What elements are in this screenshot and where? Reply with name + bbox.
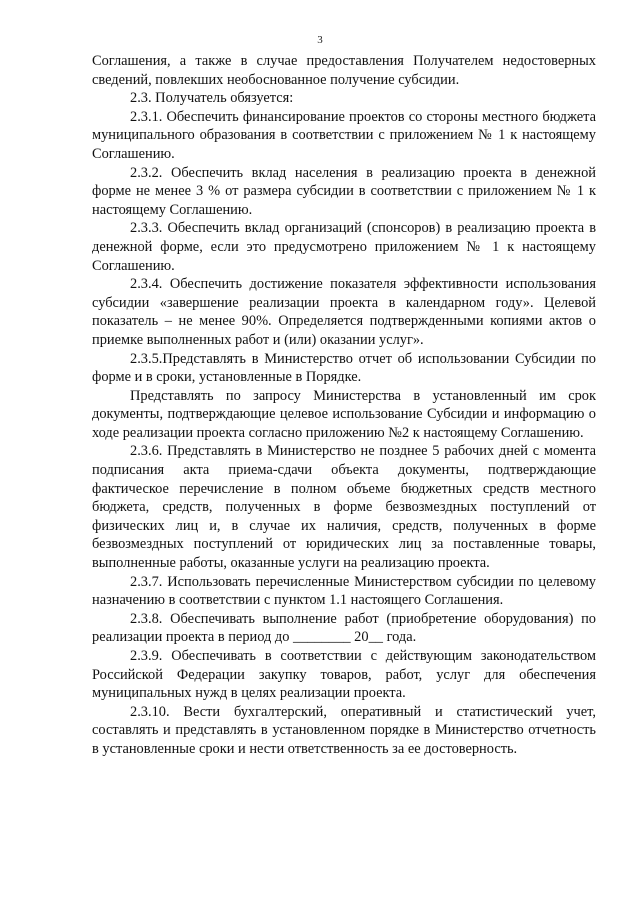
clause-2-3-7: 2.3.7. Использовать перечисленные Министерством субсидии по целевому назначению в соответствии с пунктом 1.1 настоящего Соглашения. <box>92 573 596 609</box>
clause-2-3-5: 2.3.5.Представлять в Министерство отчет об использовании Субсидии по форме и в сроки, установленные в Порядке. <box>92 350 596 386</box>
clause-2-3-2: 2.3.2. Обеспечить вклад населения в реализацию проекта в денежной форме не менее 3 % от размера субсидии в соответствии с приложением № 1 к настоящему Соглашению. <box>92 164 596 218</box>
clause-2-3-4: 2.3.4. Обеспечить достижение показателя эффективности использования субсидии «завершение реализации проекта в календарном году». Целевой показатель – не менее 90%. Определяется подтвержденными копиями актов о приемке выполненных работ и (или) оказании услуг». <box>92 276 596 348</box>
clause-2-3-3: 2.3.3. Обеспечить вклад организаций (спонсоров) в реализацию проекта в денежной форме, если это предусмотрено приложением № 1 к настоящему Соглашению. <box>92 220 596 274</box>
clause-2-3-1: 2.3.1. Обеспечить финансирование проектов со стороны местного бюджета муниципального образования в соответствии с приложением № 1 к настоящему Соглашению. <box>92 108 596 162</box>
clause-2-3-5-request: Представлять по запросу Министерства в установленный им срок документы, подтверждающие целевое использование Субсидии и информацию о ходе реализации проекта согласно приложению №2 к настоящему Соглашению. <box>92 387 596 441</box>
paragraph-continuation: Соглашения, а также в случае предоставления Получателем недостоверных сведений, повлекших необоснованное получение субсидии. <box>92 53 596 88</box>
clause-2-3-10: 2.3.10. Вести бухгалтерский, оперативный и статистический учет, составлять и представлять в установленном порядке в Министерство отчетность в установленные сроки и нести ответственность за ее достоверность. <box>92 703 596 757</box>
document-body <box>92 52 596 759</box>
clause-2-3: 2.3. Получатель обязуется: <box>130 90 294 107</box>
clause-2-3-6: 2.3.6. Представлять в Министерство не позднее 5 рабочих дней с момента подписания акта приема-сдачи объекта документы, подтверждающие фактическое перечисление в полном объеме бюджетных средств местного бюджета, средств, полученных в форме безвозмездных поступлений от физических лиц и, в случае их наличия, средств, полученных в форме безвозмездных поступлений от юридических лиц за поставленные товары, выполненные работы, оказанные услуги на реализацию проекта. <box>92 443 596 572</box>
clause-2-3-9: 2.3.9. Обеспечивать в соответствии с действующим законодательством Российской Федерации закупку товаров, работ, услуг для обеспечения муниципальных нужд в целях реализации проекта. <box>92 648 596 702</box>
clause-2-3-8: 2.3.8. Обеспечивать выполнение работ (приобретение оборудования) по реализации проекта в период до ________ 20__ года. <box>92 610 596 646</box>
page-number: 3 <box>317 34 323 46</box>
